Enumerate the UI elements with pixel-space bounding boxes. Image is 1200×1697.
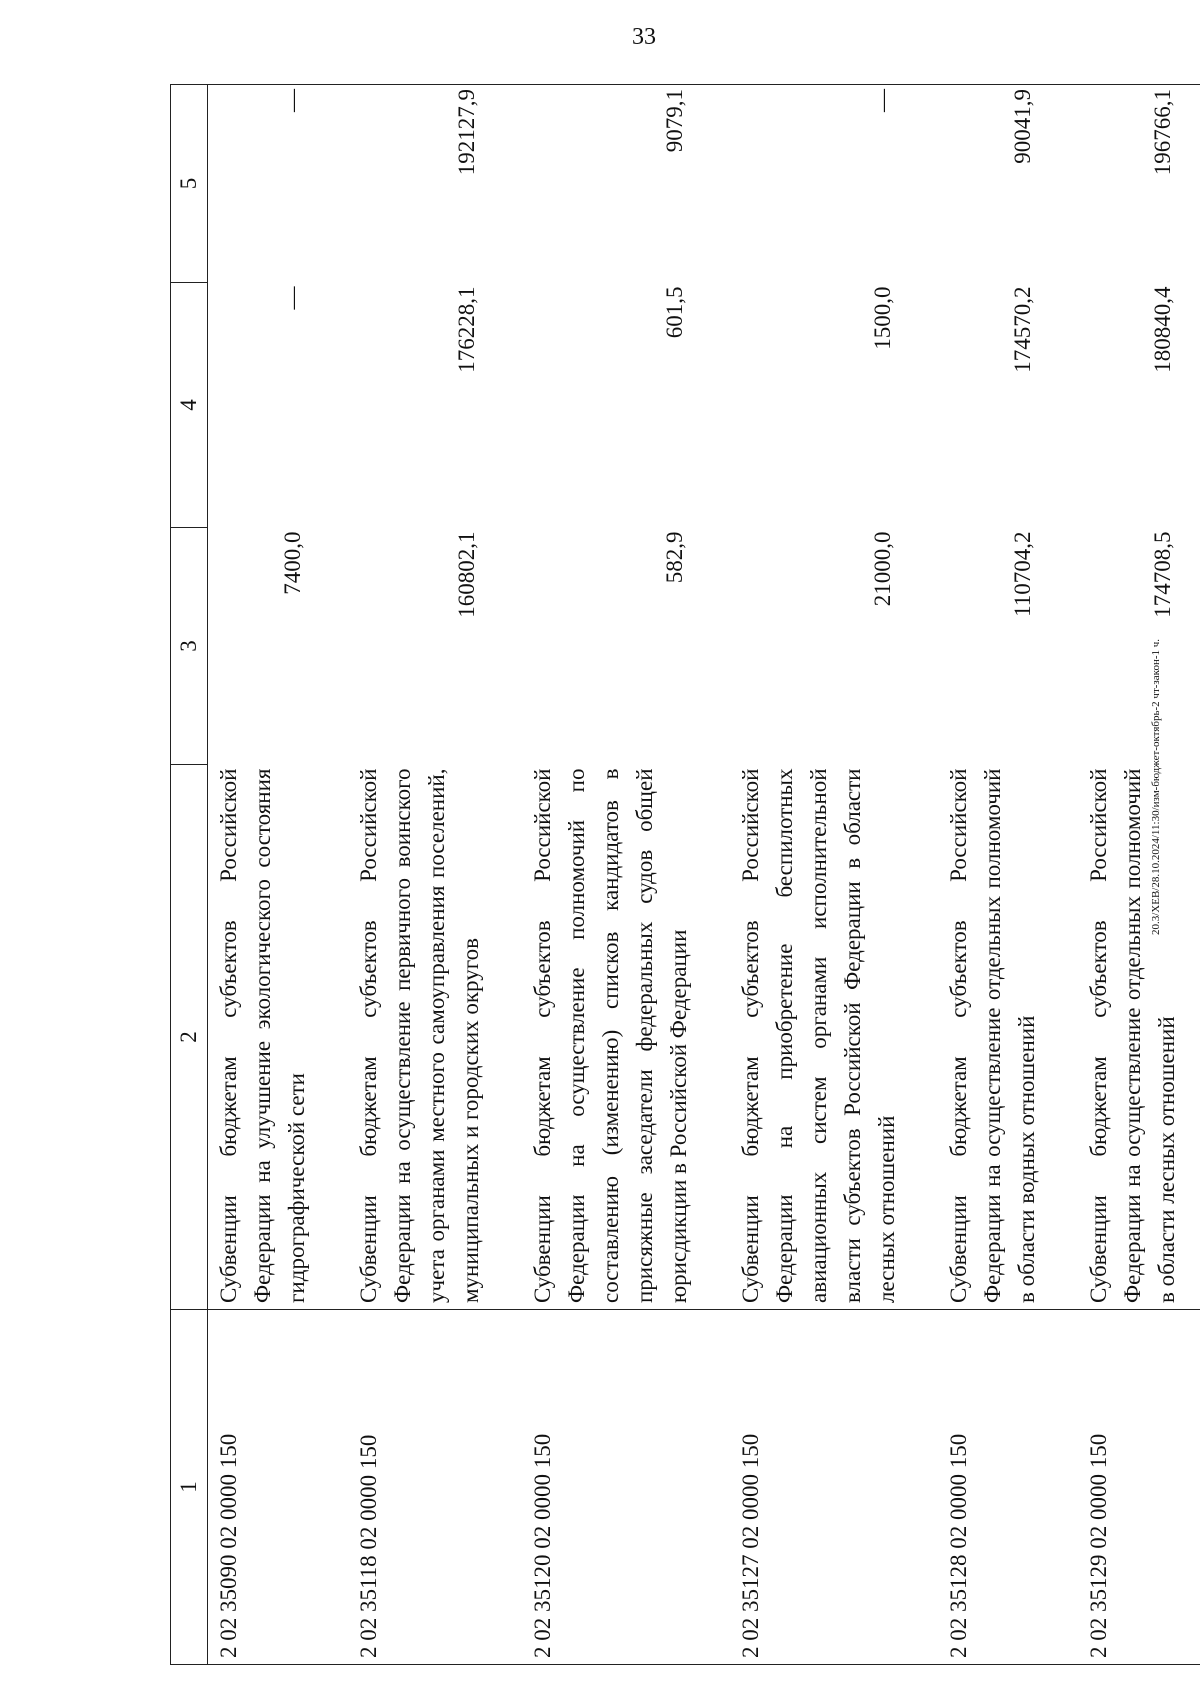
budget-code: 2 02 35090 02 0000 150 (208, 1310, 349, 1665)
budget-table (170, 84, 1200, 1665)
rotated-page-content (170, 85, 1179, 1665)
value-col-5: 192127,9 (348, 85, 522, 283)
value-col-4: 601,5 (662, 286, 687, 339)
budget-code: 2 02 35129 02 0000 150 (1078, 1310, 1200, 1665)
table-row (730, 85, 938, 1665)
value-col-3: 21000,0 (870, 531, 895, 607)
value-col-3: 160802,1 (454, 531, 479, 618)
table-row (1078, 85, 1200, 1665)
budget-code: 2 02 35128 02 0000 150 (938, 1310, 1078, 1665)
value-col-5: — (730, 85, 938, 283)
page-number: 33 (632, 24, 656, 50)
budget-item-name: Субвенции бюджетам субъектов Российской Федерации на улучшение экологического состояния гидрографической сети (208, 765, 349, 1310)
budget-code: 2 02 35118 02 0000 150 (348, 1310, 522, 1665)
value-col-3: 7400,0 (280, 531, 305, 595)
document-footer-note: 20.3/ХЕВ/28.10.2024/11:30/изм-бюджет-октябрь-2 чт-закон-1 ч. (1150, 638, 1162, 935)
table-row (938, 85, 1078, 1665)
header-col-4: 4 (171, 283, 208, 528)
budget-code: 2 02 35127 02 0000 150 (730, 1310, 938, 1665)
budget-item-name: Субвенции бюджетам субъектов Российской Федерации на осуществление отдельных полномочий в области лесных отношений (1078, 765, 1200, 1310)
header-col-3: 3 (171, 528, 208, 765)
budget-item-name: Субвенции бюджетам субъектов Российской Федерации на приобретение беспилотных авиационных систем органами исполнительной власти субъектов Российской Федерации в области лесных отношений (730, 765, 938, 1310)
budget-item-name: Субвенции бюджетам субъектов Российской Федерации на осуществление полномочий по составлению (изменению) списков кандидатов в присяжные заседатели федеральных судов общей юрисдикции в Российской Федерации (522, 765, 730, 1310)
value-col-5: 196766,1 (1078, 85, 1200, 283)
value-col-4: 1500,0 (870, 286, 895, 350)
budget-code: 2 02 35120 02 0000 150 (522, 1310, 730, 1665)
budget-item-name: Субвенции бюджетам субъектов Российской Федерации на осуществление первичного воинского учета органами местного самоуправления поселений, муниципальных и городских округов (348, 765, 522, 1310)
value-col-4: 174570,2 (1010, 286, 1035, 373)
header-col-5: 5 (171, 85, 208, 283)
value-col-5: — (208, 85, 349, 283)
table-row (208, 85, 349, 1665)
value-col-4: 180840,4 (1150, 286, 1175, 373)
budget-item-name: Субвенции бюджетам субъектов Российской Федерации на осуществление отдельных полномочий в области водных отношений (938, 765, 1078, 1310)
header-col-2: 2 (171, 765, 208, 1310)
table-header-row (171, 85, 208, 1665)
value-col-3: 582,9 (662, 531, 687, 584)
header-col-1: 1 (171, 1310, 208, 1665)
value-col-3: 174708,5 (1150, 531, 1175, 618)
value-col-3: 110704,2 (1010, 531, 1035, 617)
table-row (522, 85, 730, 1665)
value-col-4: — (280, 286, 305, 310)
value-col-4: 176228,1 (454, 286, 479, 373)
value-col-5: 90041,9 (938, 85, 1078, 283)
table-row (348, 85, 522, 1665)
value-col-5: 9079,1 (522, 85, 730, 283)
